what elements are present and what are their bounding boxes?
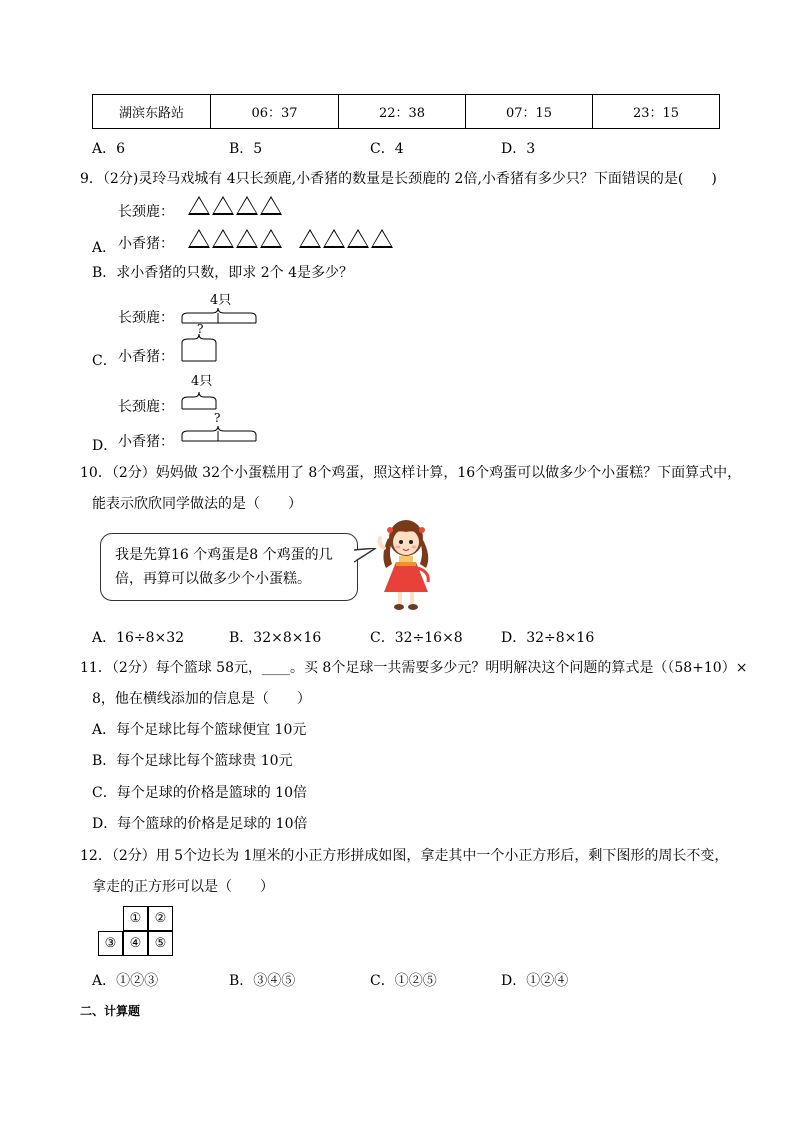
time-cell: 07：15 <box>466 95 593 129</box>
square-cell-5: ⑤ <box>148 931 173 956</box>
q11-option-c: C．每个足球的价格是篮球的 10倍 <box>92 785 307 801</box>
q9-stem: 9．（2分)灵玲马戏城有 4只长颈鹿,小香猪的数量是长颈鹿的 2倍,小香猪有多少只？下面错误的是( ) <box>80 171 717 187</box>
q8-option-c: C．4 <box>370 141 404 157</box>
q11-option-a: A．每个足球比每个篮球便宜 10元 <box>92 722 307 738</box>
triangle-icon <box>212 229 234 248</box>
q9-option-d: D． <box>92 438 118 454</box>
q10-option-b: B．32×8×16 <box>229 630 322 646</box>
label-4-only: 4只 <box>191 374 213 389</box>
triangle-icon <box>347 229 369 248</box>
label-question: ? <box>214 411 221 425</box>
q9-option-c: C． <box>92 353 117 369</box>
section-heading: 二、计算题 <box>80 1004 141 1018</box>
table-row <box>93 95 720 129</box>
q8-option-a: A．6 <box>92 141 126 157</box>
giraffe-label: 长颈鹿： <box>118 399 174 415</box>
q12-stem-line1: 12．（2分）用 5个边长为 1厘米的小正方形拼成如图，拿走其中一个小正方形后，剩下图形的周长不变， <box>80 848 729 864</box>
q10-stem-line1: 10．（2分）妈妈做 32个小蛋糕用了 8个鸡蛋，照这样计算，16个鸡蛋可以做多少个小蛋糕？下面算式中， <box>80 465 742 481</box>
piglet-triangles <box>188 229 395 252</box>
triangle-icon <box>299 229 321 248</box>
triangle-icon <box>260 196 282 215</box>
triangle-icon <box>236 229 258 248</box>
q9-option-b: B．求小香猪的只数，即求 2个 4是多少？ <box>92 265 354 281</box>
piglet-label: 小香猪： <box>118 349 174 365</box>
giraffe-label: 长颈鹿： <box>118 204 174 220</box>
bubble-text: 我是先算16 个鸡蛋是8 个鸡蛋的几倍，再算可以做多少个小蛋糕。 <box>115 547 333 587</box>
triangle-icon <box>260 229 282 248</box>
giraffe-label: 长颈鹿： <box>118 310 174 326</box>
q8-option-b: B．5 <box>229 141 263 157</box>
time-cell: 22：38 <box>339 95 466 129</box>
schedule-table <box>92 94 720 129</box>
station-cell: 湖滨东路站 <box>93 95 211 129</box>
segment-diagram-c <box>180 303 260 363</box>
time-cell: 23：15 <box>593 95 720 129</box>
q10-stem-line2: 能表示欣欣同学做法的是（ ） <box>92 496 302 512</box>
q9-option-a: A． <box>92 240 117 256</box>
speech-bubble <box>100 533 358 601</box>
segment-diagram-d <box>180 385 262 445</box>
label-question: ? <box>197 322 204 336</box>
triangle-icon <box>212 196 234 215</box>
piglet-label: 小香猪： <box>118 434 174 450</box>
girl-illustration-icon <box>374 516 440 614</box>
q8-option-d: D．3 <box>501 141 536 157</box>
square-cell-3: ③ <box>98 931 123 956</box>
q12-option-b: B．③④⑤ <box>229 973 296 989</box>
square-cell-1: ① <box>123 906 148 931</box>
time-cell: 06：37 <box>211 95 339 129</box>
label-4-only: 4只 <box>210 293 232 308</box>
triangle-icon <box>323 229 345 248</box>
q12-stem-line2: 拿走的正方形可以是（ ） <box>92 879 274 895</box>
q10-option-c: C．32÷16×8 <box>370 630 463 646</box>
q11-stem-line1: 11．（2分）每个篮球 58元，____。买 8个足球一共需要多少元？明明解决这个问题的算式是（（58+10）× <box>80 660 748 676</box>
q11-option-b: B．每个足球比每个篮球贵 10元 <box>92 753 293 769</box>
square-cell-4: ④ <box>123 931 148 956</box>
giraffe-triangles <box>188 196 284 219</box>
q11-stem-line2: 8，他在横线添加的信息是（ ） <box>92 691 311 707</box>
triangle-icon <box>188 196 210 215</box>
piglet-label: 小香猪： <box>118 236 174 252</box>
q12-option-c: C．①②⑤ <box>370 973 437 989</box>
q11-option-d: D．每个篮球的价格是足球的 10倍 <box>92 816 308 832</box>
triangle-icon <box>236 196 258 215</box>
triangle-icon <box>188 229 210 248</box>
triangle-icon <box>371 229 393 248</box>
q12-option-a: A．①②③ <box>92 973 159 989</box>
q10-option-a: A．16÷8×32 <box>92 630 185 646</box>
q12-option-d: D．①②④ <box>501 973 569 989</box>
q10-option-d: D．32÷8×16 <box>501 630 595 646</box>
square-cell-2: ② <box>148 906 173 931</box>
